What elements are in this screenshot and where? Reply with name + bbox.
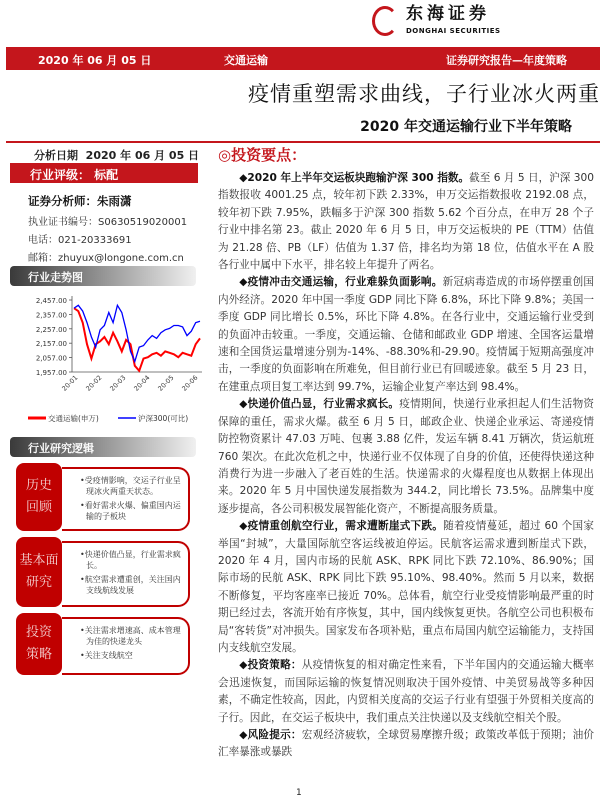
email[interactable]: 邮箱：zhuyux@longone.com.cn	[28, 253, 184, 264]
industry-rating: 行业评级： 标配	[10, 163, 198, 183]
report-date: 2020 年 06 月 05 日	[38, 54, 152, 67]
y-tick-label: 2,457.00	[35, 297, 67, 305]
trend-chart-header: 行业走势图	[10, 266, 196, 286]
logic-label: 策略	[25, 647, 52, 662]
logic-bullet: •看好需求火爆、偏重国内运输的子板块	[80, 501, 181, 521]
divider	[6, 141, 600, 143]
paragraph-text: 宏观经济疲软，全球贸易摩擦升级；政策改革低于预期；油价汇率暴涨或暴跌	[218, 729, 594, 759]
x-tick-label: 20-04	[132, 373, 152, 393]
logic-content-box	[62, 541, 190, 607]
paragraph-lead: ◆快递价值凸显，行业需求疯长。	[239, 398, 400, 411]
x-tick-label: 20-03	[108, 373, 128, 393]
paragraph-lead: ◆疫情冲击交通运输，行业难躲负面影响。	[239, 276, 443, 289]
y-tick-label: 2,357.00	[35, 311, 67, 320]
paragraph-lead: ◆投资策略：	[239, 659, 302, 672]
analysis-date-value: 2020 年 06 月 05 日	[85, 149, 200, 162]
header-bar	[6, 47, 600, 70]
logic-label: 投资	[25, 625, 52, 640]
x-tick-label: 20-06	[180, 373, 200, 393]
phone: 电话：021-20333691	[28, 235, 132, 246]
logic-label: 研究	[25, 575, 52, 590]
paragraph-text: 随着疫情蔓延，超过 60 个国家举国“封城”，大量国际航空客运线被迫停运。民航客运需求遭到断崖式下跌，2020 年 4 月，国内市场的民航 ASK、RPK 同比下跌 72.10%、86.90%；国际市场的民航 ASK、RPK 同比下跌 95.10%、98.40%。然而 5 月以来，数据不断修复，平均客座率已接近 70%。总体看，航空行业受疫情影响最严重的时期已经过去，客流开始有序恢复，其中，国内线恢复更快。各航空公司也积极布局“客转货”对冲损失。国家发布各项补贴，重点布局国内航空运输能力，支持国内支线航空发展。	[218, 520, 594, 654]
legend-label: 交通运输(申万)	[48, 414, 99, 423]
y-tick-label: 1,957.00	[35, 369, 67, 377]
logo-text-cn: 东海证券	[406, 4, 490, 24]
logic-label: 历史	[25, 478, 52, 493]
logic-label-box	[16, 613, 62, 675]
x-tick-label: 20-05	[156, 373, 176, 393]
logic-bullet: •快递价值凸显，行业需求疯长。	[80, 550, 181, 570]
investment-highlights	[218, 146, 594, 762]
highlight-paragraph	[218, 727, 594, 762]
x-tick-label: 20-01	[60, 373, 80, 393]
paragraph-lead: ◆疫情重创航空行业，需求遭断崖式下跌。	[239, 520, 444, 533]
logic-label-box	[16, 463, 62, 531]
highlights-heading: ◎投资要点：	[218, 146, 307, 164]
paragraph-text: 疫情期间，快递行业承担起人们生活物资保障的重任，需求火爆。截至 6 月 5 日，邮政企业、快递企业承运、寄递疫情防控物资累计 47.03 万吨、包裹 3.88 亿件，发运车辆 8.41 万辆次，货运航班 760 架次。在此次危机之中，快递行业不仅体现了自身的价值，还使得快递这种消费行为进一步融入了老百姓的生活。快递需求的火爆程度也从数据上体现出来。2020 年 5 月中国快递发展指数为 344.2，同比增长 73.5%。品牌集中度逐步提高，各公司积极发展智能化资产，不断提高服务质量。	[218, 398, 595, 515]
page-number: 1	[296, 788, 302, 798]
y-tick-label: 2,257.00	[35, 325, 67, 334]
highlight-paragraph	[218, 396, 594, 518]
report-title: 疫情重塑需求曲线，子行业冰火两重	[248, 82, 600, 106]
logic-bullet: •关注需求增速高、成本管理为佳的快递龙头	[80, 626, 181, 646]
logic-bullet: •关注支线航空	[80, 651, 133, 660]
y-tick-label: 2,157.00	[35, 340, 67, 349]
logic-bullet: •航空需求遭重创，关注国内支线航线发展	[80, 575, 181, 595]
logic-label-box	[16, 537, 62, 607]
paragraph-lead: ◆风险提示：	[239, 729, 302, 741]
logic-label: 基本面	[19, 553, 59, 568]
report-type: 证券研究报告—年度策略	[446, 54, 567, 67]
analysis-date-label: 分析日期	[34, 149, 78, 162]
paragraph-text: 从疫情恢复的相对确定性来看，下半年国内的交通运输大概率会迅速恢复，而国际运输的恢复情况则取决于国外疫情、中美贸易战等多种因素，不确定性较高，因此，内贸相关度高的交运子行业有望强于外贸相关度高的子行。因此，在交运子板块中，我们重点关注快递以及支线航空相关个股。	[218, 659, 594, 724]
paragraph-text: 截至 6 月 5 日，沪深 300 指数报收 4001.25 点，较年初下跌 2.33%，申万交运指数报收 2192.08 点，较年初下跌 7.95%，跌幅多于沪深 300 指数 5.62 个百分点，在申万 28 个子行业中排名第 23。截止 2020 年 6 月 5 日，申万交运板块的 PE（TTM）估值为 21.28 倍、PB（LF）估值为 1.37 倍，排名均为第 18 位，估值水平在 A 股各行业中属中下水平，排名较上年提升了两名。	[218, 172, 595, 272]
x-tick-label: 20-02	[84, 373, 104, 393]
donghai-logo	[372, 4, 572, 40]
analyst-name: 证券分析师：朱雨潇	[28, 194, 132, 208]
trend-chart	[10, 290, 210, 430]
logic-label: 回顾	[25, 500, 52, 515]
highlight-paragraph	[218, 274, 594, 396]
y-tick-label: 2,057.00	[35, 354, 67, 363]
logic-content-box	[62, 617, 190, 675]
highlight-paragraph	[218, 518, 594, 657]
industry-name: 交通运输	[224, 54, 268, 67]
license-number: 执业证书编号：S0630519020001	[28, 217, 188, 228]
logic-header: 行业研究逻辑	[10, 437, 196, 457]
paragraph-lead: ◆2020 年上半年交运板块跑输沪深 300 指数。	[239, 172, 470, 184]
report-subtitle: 2020 年交通运输行业下半年策略	[360, 119, 572, 135]
analysis-date	[34, 147, 199, 163]
legend-label: 沪深300(可比)	[138, 414, 189, 423]
logo-text-en: DONGHAI SECURITIES	[406, 27, 501, 35]
logic-content-box	[62, 467, 190, 531]
highlight-paragraph	[218, 170, 594, 274]
dragon-logo-icon	[372, 6, 398, 36]
paragraph-text: 新冠病毒造成的市场停摆重创国内外经济。2020 年中国一季度 GDP 同比下降 6.8%，环比下降 9.8%；美国一季度 GDP 同比增长 0.5%，环比下降 4.8%。在各行业中，交通运输行业受到的负面冲击较重。一季度，交通运输、仓储和邮政业 GDP 增速、全国客运量增速和全国货运量增速分别为-14%、-88.30%和-29.90。疫情属于短期高强度冲击，一季度的负面影响在所难免，但目前行业已有回暖迹象。截至 5 月 23 日，在建重点项目复工率达到 99.7%，运输企业复产率达到 98.4%。	[218, 276, 594, 393]
highlight-paragraph	[218, 657, 594, 727]
logic-bullet: •受疫情影响，交运子行业呈现冰火两重天状态。	[80, 476, 181, 496]
